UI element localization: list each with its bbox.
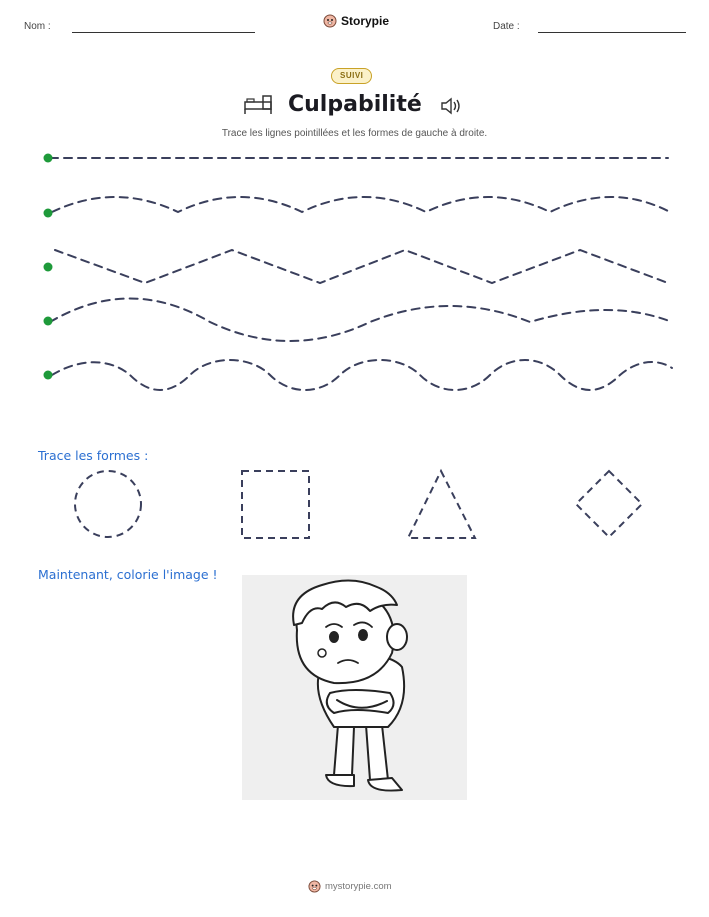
name-field[interactable]	[72, 32, 255, 33]
shapes-section-label: Trace les formes :	[38, 448, 149, 463]
coloring-section-label: Maintenant, colorie l'image !	[38, 567, 218, 582]
tracing-line-wave	[50, 299, 672, 342]
start-dot	[44, 209, 53, 218]
tracing-shapes	[0, 460, 709, 550]
date-field[interactable]	[538, 32, 686, 33]
speaker-icon[interactable]	[439, 97, 463, 115]
start-dot	[44, 263, 53, 272]
brand-name: Storypie	[341, 14, 390, 28]
trace-circle	[75, 471, 141, 537]
trace-square	[242, 471, 309, 538]
trace-triangle	[408, 471, 475, 538]
sad-boy-coloring-image	[242, 575, 467, 800]
footer-link[interactable]: mystorypie.com	[325, 881, 392, 892]
name-label: Nom :	[24, 21, 51, 32]
start-dot	[44, 317, 53, 326]
page-title: Culpabilité	[288, 92, 422, 117]
brand-logo	[323, 14, 389, 28]
bed-icon	[243, 92, 273, 116]
tracing-line-gentle-wave	[52, 197, 670, 212]
date-label: Date :	[493, 21, 520, 32]
tracing-lines	[0, 140, 709, 400]
level-badge: SUIVI	[331, 68, 372, 84]
trace-diamond	[576, 471, 642, 537]
start-dot	[44, 154, 53, 163]
footer	[308, 880, 392, 893]
tracing-line-zigzag	[55, 250, 668, 283]
tracing-line-bumpy-wave	[52, 360, 672, 390]
storypie-dog-icon	[323, 14, 337, 28]
storypie-dog-icon	[308, 880, 321, 893]
start-dot	[44, 371, 53, 380]
instruction-text: Trace les lignes pointillées et les formes de gauche à droite.	[221, 128, 488, 139]
